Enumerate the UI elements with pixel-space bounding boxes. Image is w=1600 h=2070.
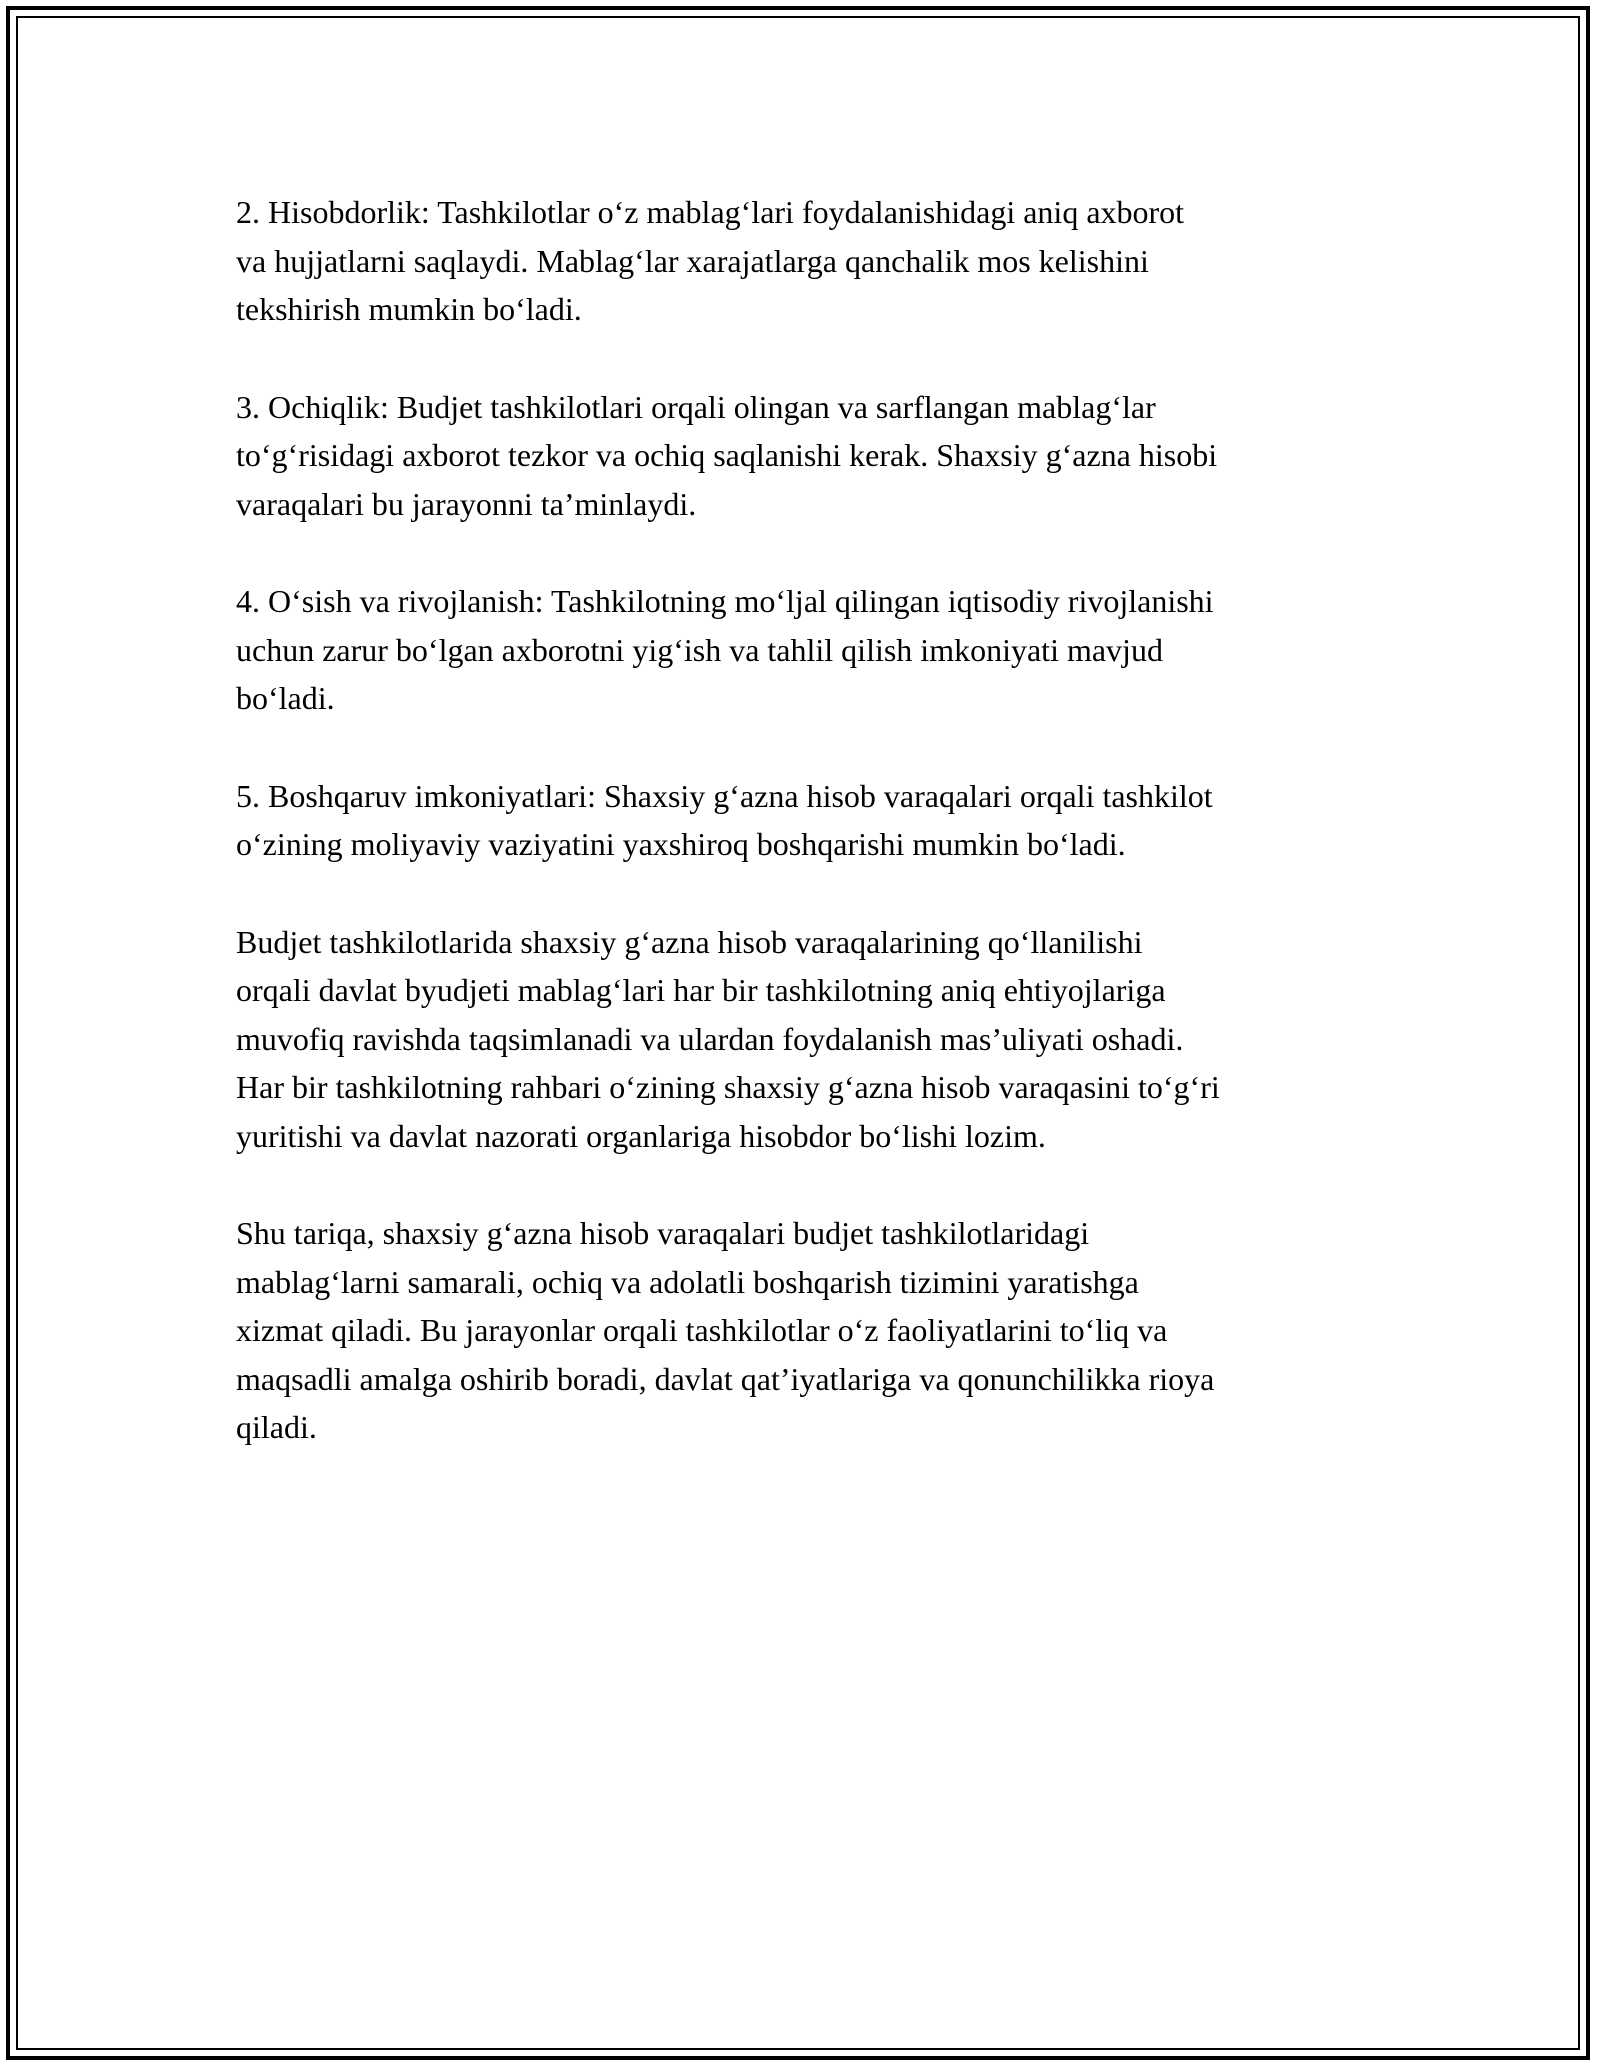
text-line: 5. Boshqaruv imkoniyatlari: Shaxsiy g‘azna hisob varaqalari orqali tashkilot <box>236 777 1213 814</box>
text-line: o‘zining moliyaviy vaziyatini yaxshiroq boshqarishi mumkin bo‘ladi. <box>236 826 1126 862</box>
text-line: 2. Hisobdorlik: Tashkilotlar o‘z mablag‘lari foydalanishidagi aniq axborot <box>236 194 1185 230</box>
paragraph-accountability <box>236 188 1376 334</box>
text-line: maqsadli amalga oshirib boradi, davlat qat’iyatlariga va qonunchilikka rioya <box>236 1360 1215 1397</box>
text-line: yuritishi va davlat nazorati organlariga hisobdor bo‘lishi lozim. <box>236 1117 1046 1154</box>
text-line: qiladi. <box>236 1409 317 1445</box>
text-line: 3. Ochiqlik: Budjet tashkilotlari orqali olingan va sarflangan mablag‘lar <box>236 388 1156 425</box>
text-line: tekshirish mumkin bo‘ladi. <box>236 291 582 327</box>
paragraph-growth <box>236 577 1376 723</box>
text-line: bo‘ladi. <box>236 680 335 716</box>
text-line: Har bir tashkilotning rahbari o‘zining shaxsiy g‘azna hisob varaqasini to‘g‘ri <box>236 1069 1220 1105</box>
paragraph-openness <box>236 383 1376 529</box>
text-line: va hujjatlarni saqlaydi. Mablag‘lar xarajatlarga qanchalik mos kelishini <box>236 242 1149 279</box>
text-line: orqali davlat byudjeti mablag‘lari har bir tashkilotning aniq ehtiyojlariga <box>236 972 1166 1008</box>
text-line: 4. O‘sish va rivojlanish: Tashkilotning mo‘ljal qilingan iqtisodiy rivojlanishi <box>236 583 1214 619</box>
text-line: xizmat qiladi. Bu jarayonlar orqali tashkilotlar o‘z faoliyatlarini to‘liq va <box>236 1312 1168 1348</box>
paragraph-management <box>236 772 1376 869</box>
paragraph-budget-usage <box>236 918 1376 1161</box>
text-line: uchun zarur bo‘lgan axborotni yig‘ish va tahlil qilish imkoniyati mavjud <box>236 631 1163 668</box>
text-line: Shu tariqa, shaxsiy g‘azna hisob varaqalari budjet tashkilotlaridagi <box>236 1215 1090 1251</box>
paragraph-conclusion <box>236 1209 1376 1452</box>
document-body <box>236 188 1376 1501</box>
text-line: to‘g‘risidagi axborot tezkor va ochiq saqlanishi kerak. Shaxsiy g‘azna hisobi <box>236 437 1218 473</box>
text-line: varaqalari bu jarayonni ta’minlaydi. <box>236 485 697 522</box>
text-line: mablag‘larni samarali, ochiq va adolatli boshqarish tizimini yaratishga <box>236 1263 1139 1300</box>
text-line: Budjet tashkilotlarida shaxsiy g‘azna hisob varaqalarining qo‘llanilishi <box>236 923 1143 960</box>
text-line: muvofiq ravishda taqsimlanadi va ulardan foydalanish mas’uliyati oshadi. <box>236 1020 1184 1057</box>
